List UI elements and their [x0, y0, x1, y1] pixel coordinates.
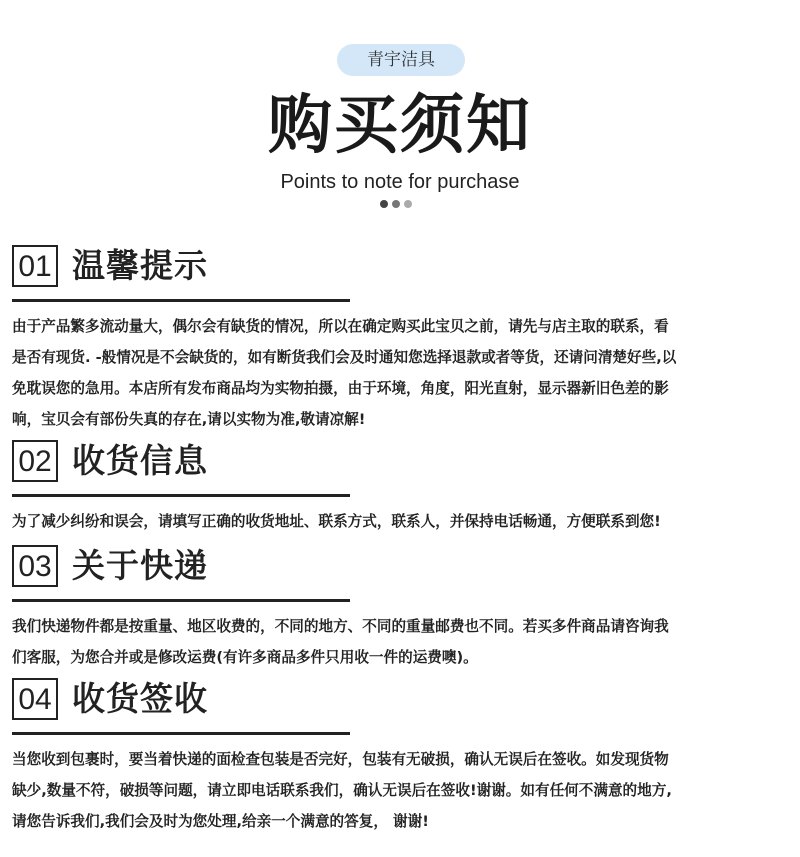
- body-line: 是否有现货. -般情况是不会缺货的，如有断货我们会及时通知您选择退款或者等货，还请问清楚好些,以: [12, 349, 677, 366]
- brand-pill: 青宇洁具: [337, 44, 465, 76]
- body-line: 缺少,数量不符，破损等问题，请立即电话联系我们，确认无误后在签收!谢谢。如有任何不满意的地方,: [12, 782, 672, 799]
- section-title: 温馨提示: [72, 246, 208, 285]
- section-number: 01: [12, 245, 58, 287]
- body-line: 们客服，为您合并或是修改运费(有许多商品多件只用收一件的运费噢)。: [12, 649, 478, 666]
- page-subtitle: Points to note for purchase: [280, 171, 520, 193]
- section-number: 03: [12, 545, 58, 587]
- body-line: 由于产品繁多流动量大，偶尔会有缺货的情况，所以在确定购买此宝贝之前，请先与店主取的联系，看: [12, 318, 669, 335]
- section-title: 关于快递: [72, 546, 208, 585]
- body-line: 响，宝贝会有部份失真的存在,请以实物为准,敬请凉解!: [12, 411, 366, 428]
- page-title: 购买须知: [268, 89, 532, 163]
- section-header: [12, 245, 792, 297]
- dot-indicator: [380, 200, 412, 212]
- section-number: 04: [12, 678, 58, 720]
- section-number: 02: [12, 440, 58, 482]
- section-divider: [12, 494, 350, 497]
- section-sign-for-receipt: [12, 678, 792, 830]
- body-line: 免耽误您的急用。本店所有发布商品均为实物拍摄，由于环境，角度，阳光直射，显示器新旧色差的影: [12, 380, 669, 397]
- section-header: [12, 440, 792, 492]
- section-divider: [12, 599, 350, 602]
- section-body: [12, 311, 786, 435]
- section-body: [12, 744, 786, 837]
- section-body: [12, 506, 786, 537]
- section-title: 收货信息: [72, 441, 208, 480]
- section-tips: [12, 245, 792, 428]
- section-body: [12, 611, 786, 673]
- section-header: [12, 545, 792, 597]
- section-header: [12, 678, 792, 730]
- header: [0, 0, 800, 225]
- section-shipping-info: [12, 440, 792, 530]
- section-divider: [12, 732, 350, 735]
- dot-2: [392, 200, 400, 208]
- dot-1: [380, 200, 388, 208]
- body-line: 为了减少纠纷和误会，请填写正确的收货地址、联系方式，联系人，并保持电话畅通，方便联系到您!: [12, 513, 661, 530]
- dot-3: [404, 200, 412, 208]
- body-line: 我们快递物件都是按重量、地区收费的，不同的地方、不同的重量邮费也不同。若买多件商品请咨询我: [12, 618, 669, 635]
- section-title: 收货签收: [72, 679, 208, 718]
- body-line: 当您收到包裹时，要当着快递的面检查包装是否完好，包装有无破损，确认无误后在签收。如发现货物: [12, 751, 669, 768]
- section-divider: [12, 299, 350, 302]
- body-line: 请您告诉我们,我们会及时为您处理,给亲一个满意的答复， 谢谢!: [12, 813, 429, 830]
- section-delivery: [12, 545, 792, 666]
